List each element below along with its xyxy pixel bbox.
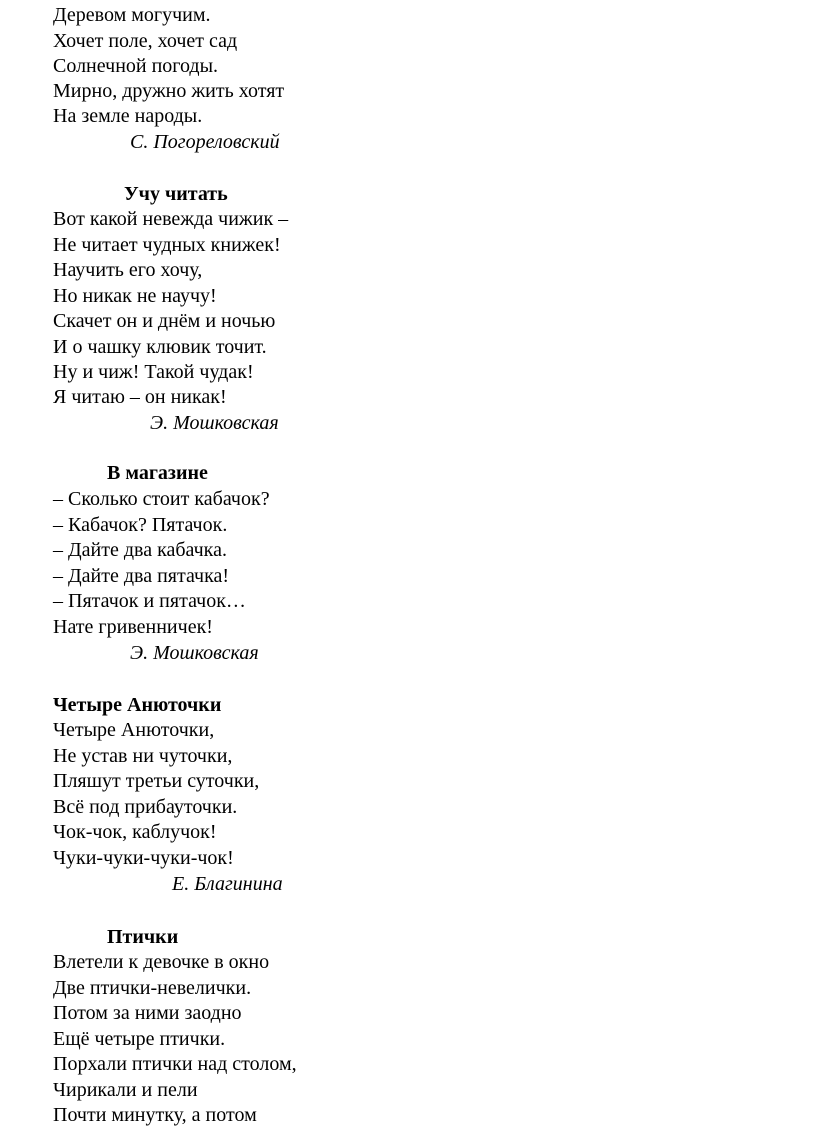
poem-line: Влетели к девочке в окно xyxy=(53,951,270,973)
poem-line: Почти минутку, а потом xyxy=(53,1104,257,1126)
poem-line: Ещё четыре птички. xyxy=(53,1028,226,1050)
poem-line: Научить его хочу, xyxy=(53,259,203,281)
poem-line: Потом за ними заодно xyxy=(53,1002,242,1024)
poem-line: Всё под прибауточки. xyxy=(53,796,238,818)
poem-line: Солнечной погоды. xyxy=(53,55,219,77)
poem-author: Э. Мошковская xyxy=(130,642,259,664)
poem-line: – Сколько стоит кабачок? xyxy=(53,488,270,510)
poem-line: На земле народы. xyxy=(53,105,203,127)
poem-author: Э. Мошковская xyxy=(150,412,279,434)
poem-title: Четыре Анюточки xyxy=(53,694,222,716)
poem-line: Две птички-невелички. xyxy=(53,977,252,999)
poem-line: Ну и чиж! Такой чудак! xyxy=(53,361,254,383)
poem-line: Мирно, дружно жить хотят xyxy=(53,80,285,102)
poem-line: Не читает чудных книжек! xyxy=(53,234,281,256)
poem-title: Учу читать xyxy=(124,183,228,205)
poem-line: – Кабачок? Пятачок. xyxy=(53,514,228,536)
poem-line: Но никак не научу! xyxy=(53,285,217,307)
poem-line: – Дайте два пятачка! xyxy=(53,565,230,587)
poem-title: Птички xyxy=(107,926,179,948)
poem-line: Порхали птички над столом, xyxy=(53,1053,297,1075)
poem-line: Не устав ни чуточки, xyxy=(53,745,233,767)
poem-line: Вот какой невежда чижик – xyxy=(53,208,289,230)
poem-line: Чуки-чуки-чуки-чок! xyxy=(53,847,234,869)
poem-line: Чок-чок, каблучок! xyxy=(53,821,217,843)
poem-line: Нате гривенничек! xyxy=(53,616,213,638)
poem-line: – Дайте два кабачка. xyxy=(53,539,227,561)
poem-line: Четыре Анюточки, xyxy=(53,719,215,741)
poem-line: Скачет он и днём и ночью xyxy=(53,310,276,332)
poem-line: И о чашку клювик точит. xyxy=(53,336,267,358)
poem-line: Пляшут третьи суточки, xyxy=(53,770,260,792)
poem-line: – Пятачок и пятачок… xyxy=(53,590,246,612)
poem-line: Хочет поле, хочет сад xyxy=(53,30,238,52)
poem-author: Е. Благинина xyxy=(172,873,283,895)
poem-line: Чирикали и пели xyxy=(53,1079,198,1101)
poem-author: С. Погореловский xyxy=(130,131,280,153)
poem-line: Деревом могучим. xyxy=(53,4,211,26)
poem-line: Я читаю – он никак! xyxy=(53,386,227,408)
poem-title: В магазине xyxy=(107,462,208,484)
